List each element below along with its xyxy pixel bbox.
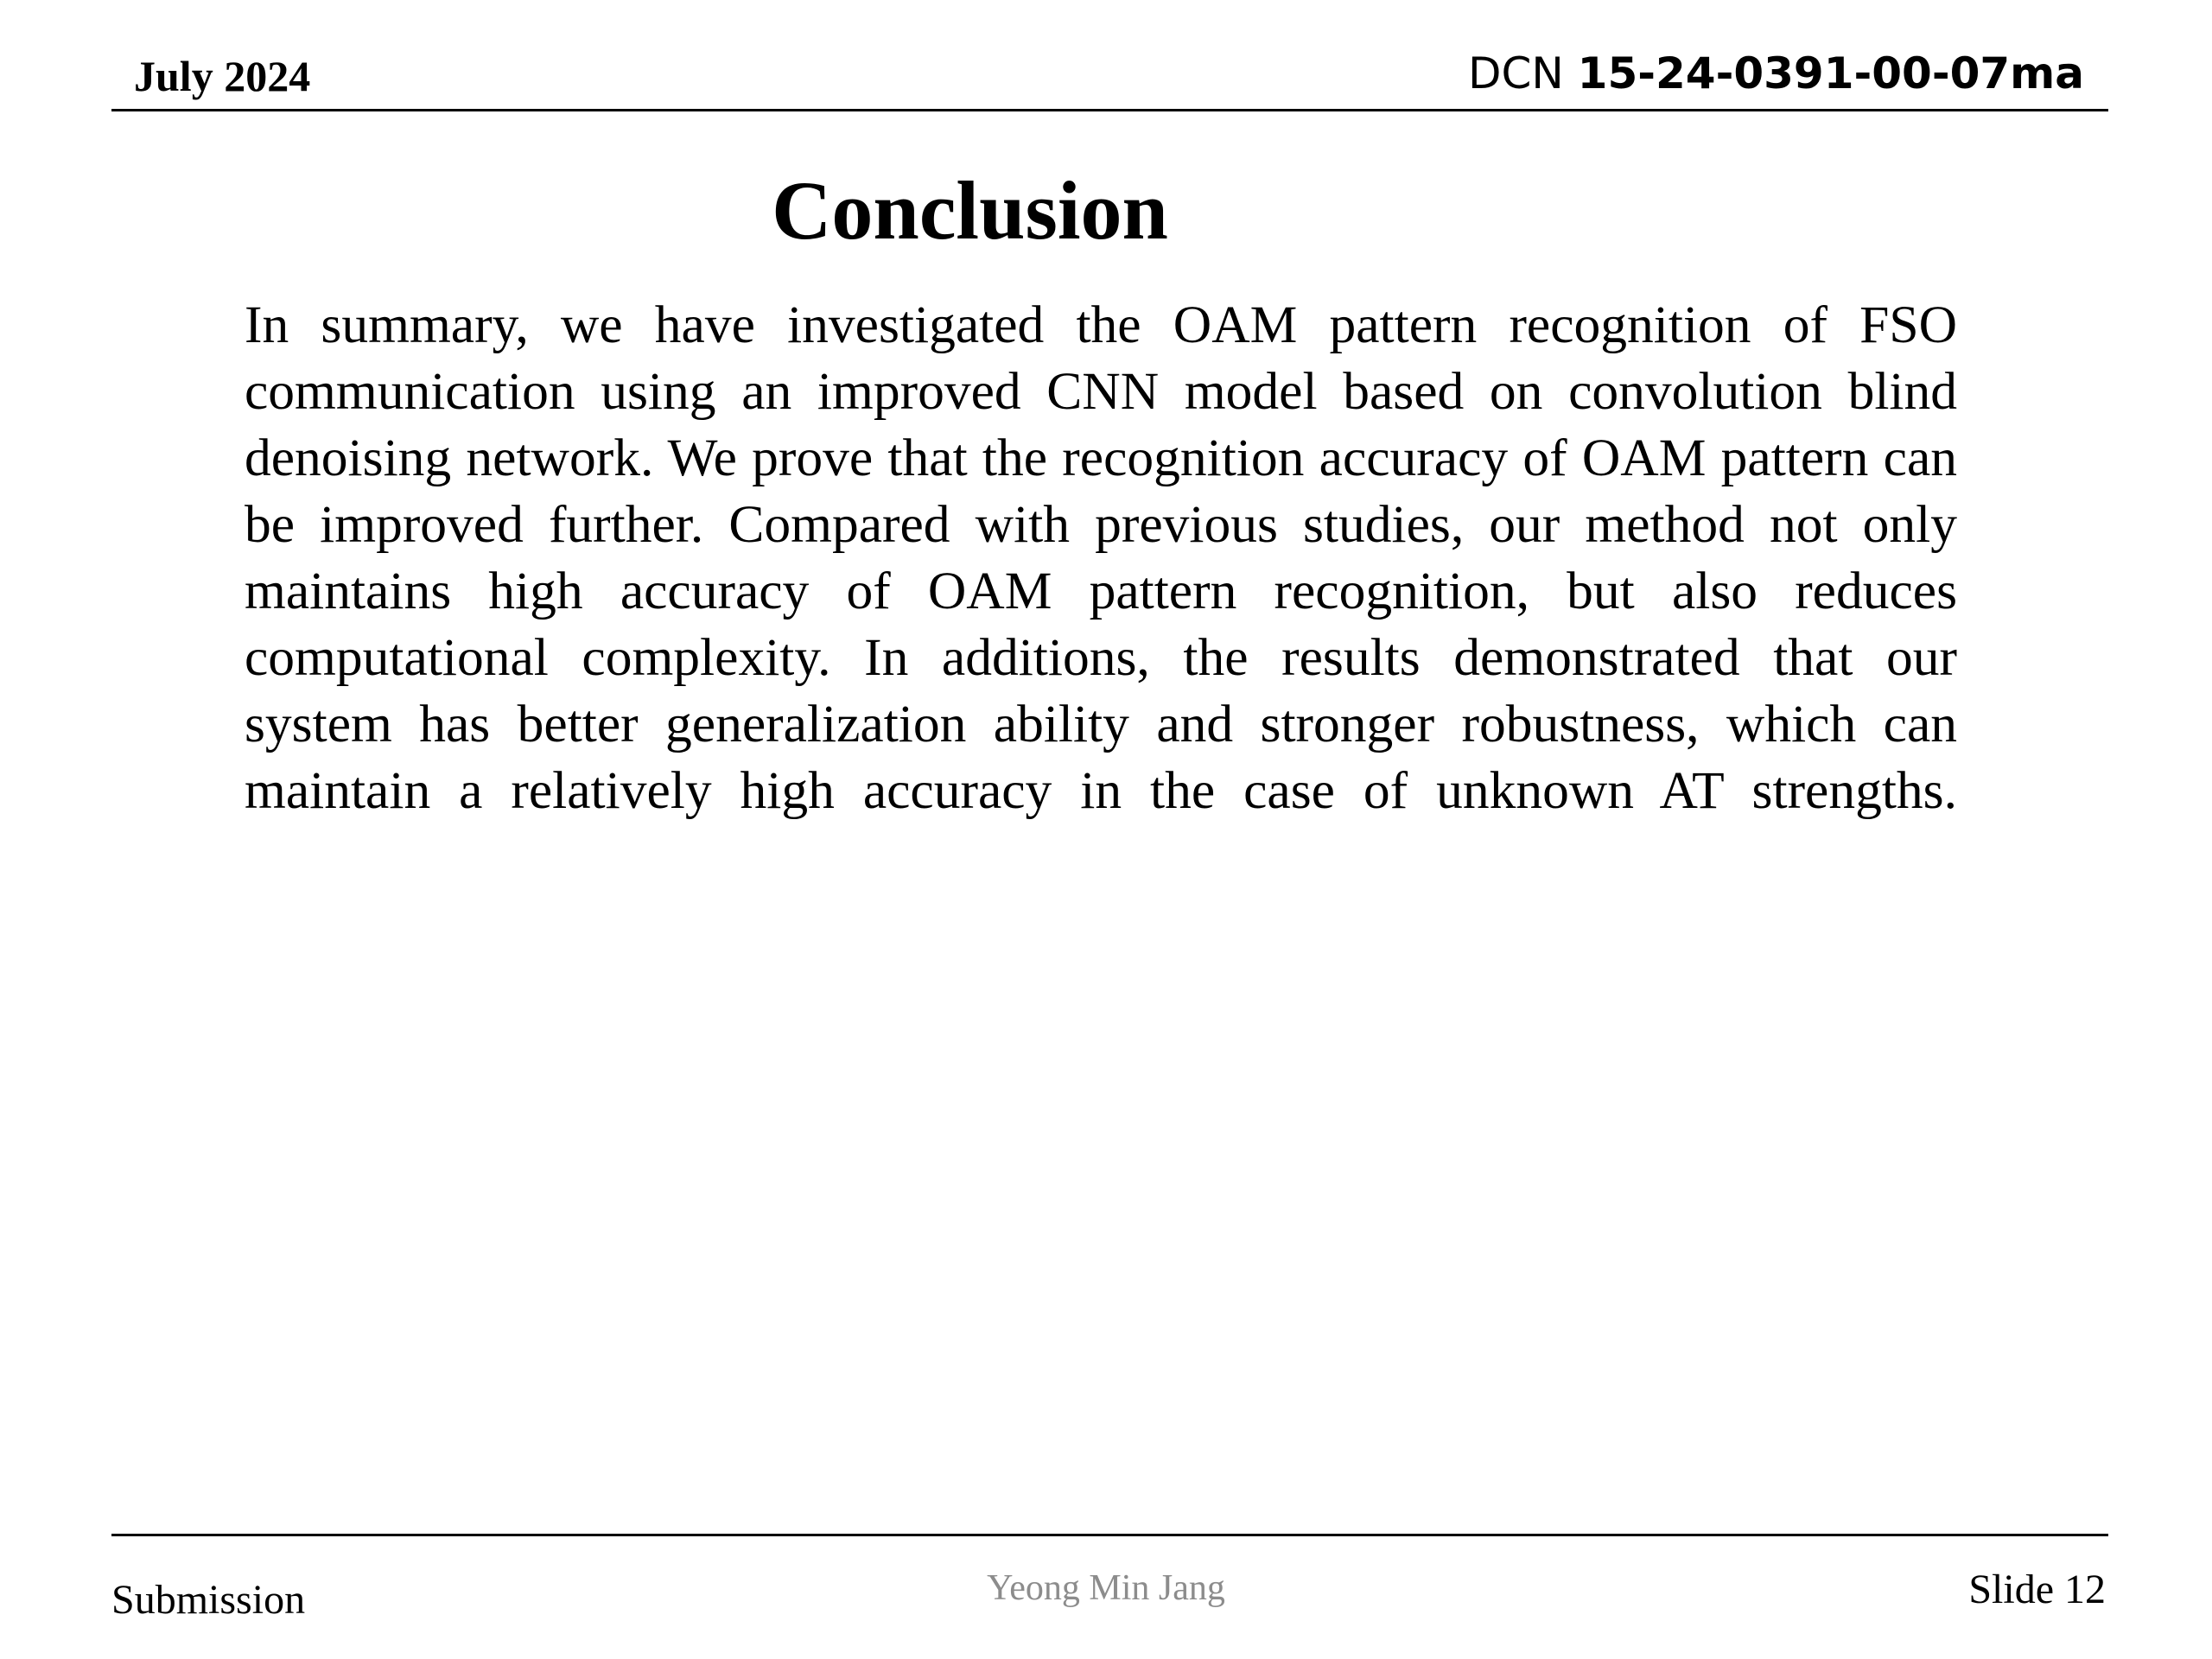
slide-body-paragraph: In summary, we have investigated the OAM pattern recognition of FSO communication using an improved CNN model based on convolution blind denoising network. We prove that the recognition accuracy of OAM pattern can be improved further. Compared with previous studies, our method not only maintains high accuracy of OAM pattern recognition, but also reduces computational complexity. In additions, the results demonstrated that our system has better generalization ability and stronger robustness, which can maintain a relatively high accuracy in the case of unknown AT strengths. bbox=[245, 296, 1957, 820]
footer-submission: Submission bbox=[111, 1577, 306, 1623]
footer-slide-number: Slide 12 bbox=[1968, 1567, 2106, 1612]
slide-title: Conclusion bbox=[772, 164, 1168, 257]
footer-divider bbox=[111, 1534, 2108, 1536]
dcn-label: DCN bbox=[1467, 48, 1564, 99]
header-date: July 2024 bbox=[134, 52, 311, 100]
header-divider bbox=[111, 109, 2108, 111]
footer-author: Yeong Min Jang bbox=[987, 1568, 1225, 1608]
dcn-number: 15-24-0391-00-07ma bbox=[1577, 48, 2084, 99]
header-dcn bbox=[1468, 46, 2084, 101]
